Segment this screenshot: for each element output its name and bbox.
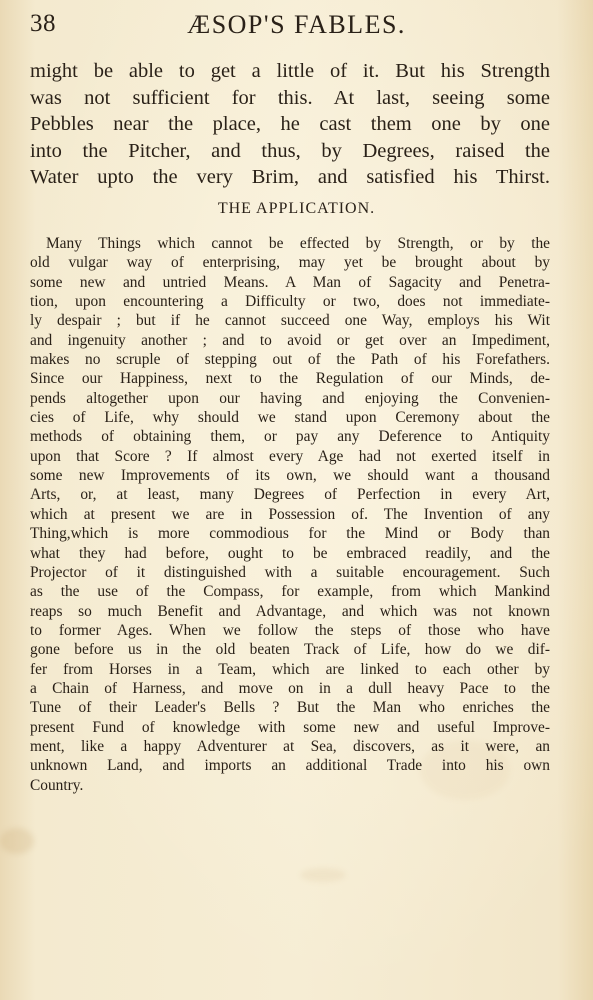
fable-text: [30, 58, 550, 191]
application-line: which at present we are in Possession of. The Invention of any: [30, 505, 550, 523]
application-line: methods of obtaining them, or pay any Deference to Antiquity: [30, 428, 550, 446]
application-line: pends altogether upon our having and enjoying the Convenien-: [30, 389, 550, 407]
application-line: fer from Horses in a Team, which are linked to each other by: [30, 660, 550, 678]
application-line: Many Things which cannot be effected by Strength, or by the: [46, 235, 550, 252]
application-line: Arts, or, at least, many Degrees of Perfection in every Art,: [30, 486, 550, 504]
application-line: unknown Land, and imports an additional Trade into his own: [30, 757, 550, 775]
application-line: Since our Happiness, next to the Regulation of our Minds, de-: [30, 370, 550, 388]
application-line: reaps so much Benefit and Advantage, and which was not known: [30, 602, 550, 620]
page-number: 38: [30, 10, 56, 37]
application-line: a Chain of Harness, and move on in a dull heavy Pace to the: [30, 679, 550, 697]
application-line: tion, upon encountering a Difficulty or two, does not immediate-: [30, 293, 550, 311]
application-line: to former Ages. When we follow the steps of those who have: [30, 621, 550, 639]
application-line: ly despair ; but if he cannot succeed one Way, employs his Wit: [30, 312, 550, 330]
application-line: gone before us in the old beaten Track of Life, how do we dif-: [30, 641, 550, 659]
application-line: Thing,which is more commodious for the Mind or Body than: [30, 525, 550, 543]
application-line: some new Improvements of its own, we should want a thousand: [30, 467, 550, 485]
application-line: Projector of it distinguished with a suitable encouragement. Such: [30, 563, 550, 581]
application-line: cies of Life, why should we stand upon Ceremony about the: [30, 409, 550, 427]
application-line: upon that Score ? If almost every Age had not exerted itself in: [30, 447, 550, 465]
application-line: as the use of the Compass, for example, from which Mankind: [30, 583, 550, 601]
application-line: old vulgar way of enterprising, may yet be brought about by: [30, 254, 550, 272]
fable-text-line: might be able to get a little of it. But his Strength: [30, 60, 550, 82]
application-line: and ingenuity another ; and to avoid or get over an Impediment,: [30, 331, 550, 349]
running-title: ÆSOP'S FABLES.: [187, 10, 406, 39]
application-line: Country.: [30, 776, 84, 794]
fable-text-line: into the Pitcher, and thus, by Degrees, raised the: [30, 139, 550, 162]
application-line: makes no scruple of stepping out of the Path of his Forefathers.: [30, 351, 550, 369]
application-text: [30, 234, 550, 795]
paper-stain: [300, 868, 346, 882]
fable-text-line: Pebbles near the place, he cast them one by one: [30, 113, 550, 135]
application-heading: THE APPLICATION.: [217, 200, 376, 217]
page-header: [30, 8, 563, 42]
paper-stain: [0, 828, 34, 854]
application-line: ment, like a happy Adventurer at Sea, discovers, as it were, an: [30, 737, 550, 755]
application-line: what they had before, ought to be embraced readily, and the: [30, 544, 550, 562]
application-line: present Fund of knowledge with some new and useful Improve-: [30, 718, 550, 736]
application-line: Tune of their Leader's Bells ? But the Man who enriches the: [30, 699, 550, 717]
application-line: some new and untried Means. A Man of Sagacity and Penetra-: [30, 273, 550, 291]
fable-text-line: was not sufficient for this. At last, seeing some: [30, 86, 550, 109]
fable-text-line: Water upto the very Brim, and satisfied his Thirst.: [30, 166, 550, 188]
